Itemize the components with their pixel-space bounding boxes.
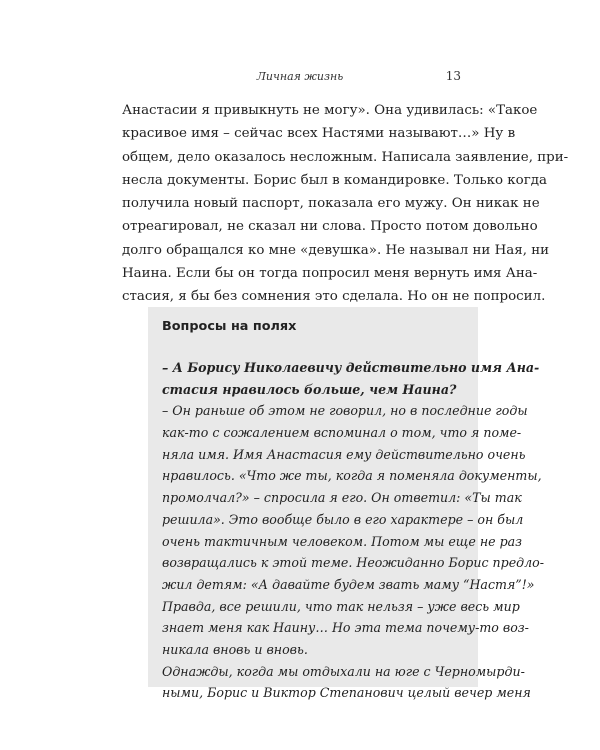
body-line: отреагировал, не сказал ни слова. Просто потом довольно (122, 219, 538, 235)
answer-line: – Он раньше об этом не говорил, но в последние годы (162, 403, 528, 419)
answer-line: как-то с сожалением вспоминал о том, что я поме- (162, 425, 522, 441)
body-text (122, 99, 569, 309)
sidebar-box-title: Вопросы на полях (162, 319, 297, 334)
answer-line: жил детям: «А давайте будем звать маму “Настя”!» (162, 576, 535, 592)
answer-line: очень тактичным человеком. Потом мы еще не раз (162, 533, 523, 549)
answer-line: промолчал?» – спросила я его. Он ответил: «Ты так (162, 490, 522, 506)
body-line: Наина. Если бы он тогда попросил меня вернуть имя Ана- (122, 266, 538, 282)
running-title: Личная жизнь (256, 70, 344, 83)
answer-line: возвращались к этой теме. Неожиданно Борис предло- (162, 555, 544, 571)
body-line: получила новый паспорт, показала его мужу. Он никак не (122, 196, 540, 212)
sidebar-box (148, 307, 544, 701)
body-line: долго обращался ко мне «девушка». Не называл ни Ная, ни (122, 242, 550, 258)
answer-line: ными, Борис и Виктор Степанович целый вечер меня (162, 685, 531, 701)
answer-line: Правда, все решили, что так нельзя – уже весь мир (162, 598, 520, 614)
question-line: стасия нравилось больше, чем Наина? (162, 381, 457, 397)
answer-line: нравилось. «Что же ты, когда я поменяла документы, (162, 468, 542, 484)
question-line: – А Борису Николаевичу действительно имя Ана- (162, 360, 540, 375)
answer-line: Однажды, когда мы отдыхали на юге с Черномырди- (162, 663, 525, 679)
page-number: 13 (445, 69, 461, 83)
sidebar-box-text (162, 357, 544, 704)
answer-line: никала вновь и вновь. (162, 641, 308, 657)
body-line: Анастасии я привыкнуть не могу». Она удивилась: «Такое (122, 103, 538, 118)
answer-line: знает меня как Наину… Но эта тема почему-то воз- (162, 620, 529, 636)
answer-line: решила». Это вообще было в его характере – он был (162, 511, 524, 527)
body-line: общем, дело оказалось несложным. Написала заявление, при- (122, 149, 569, 165)
page-header (0, 70, 600, 88)
body-line: красивое имя – сейчас всех Настями называют…» Ну в (122, 126, 516, 142)
answer-line: няла имя. Имя Анастасия ему действительно очень (162, 446, 526, 462)
body-line: несла документы. Борис был в командировке. Только когда (122, 172, 547, 188)
body-line: стасия, я бы без сомнения это сделала. Но он не попросил. (122, 289, 546, 305)
